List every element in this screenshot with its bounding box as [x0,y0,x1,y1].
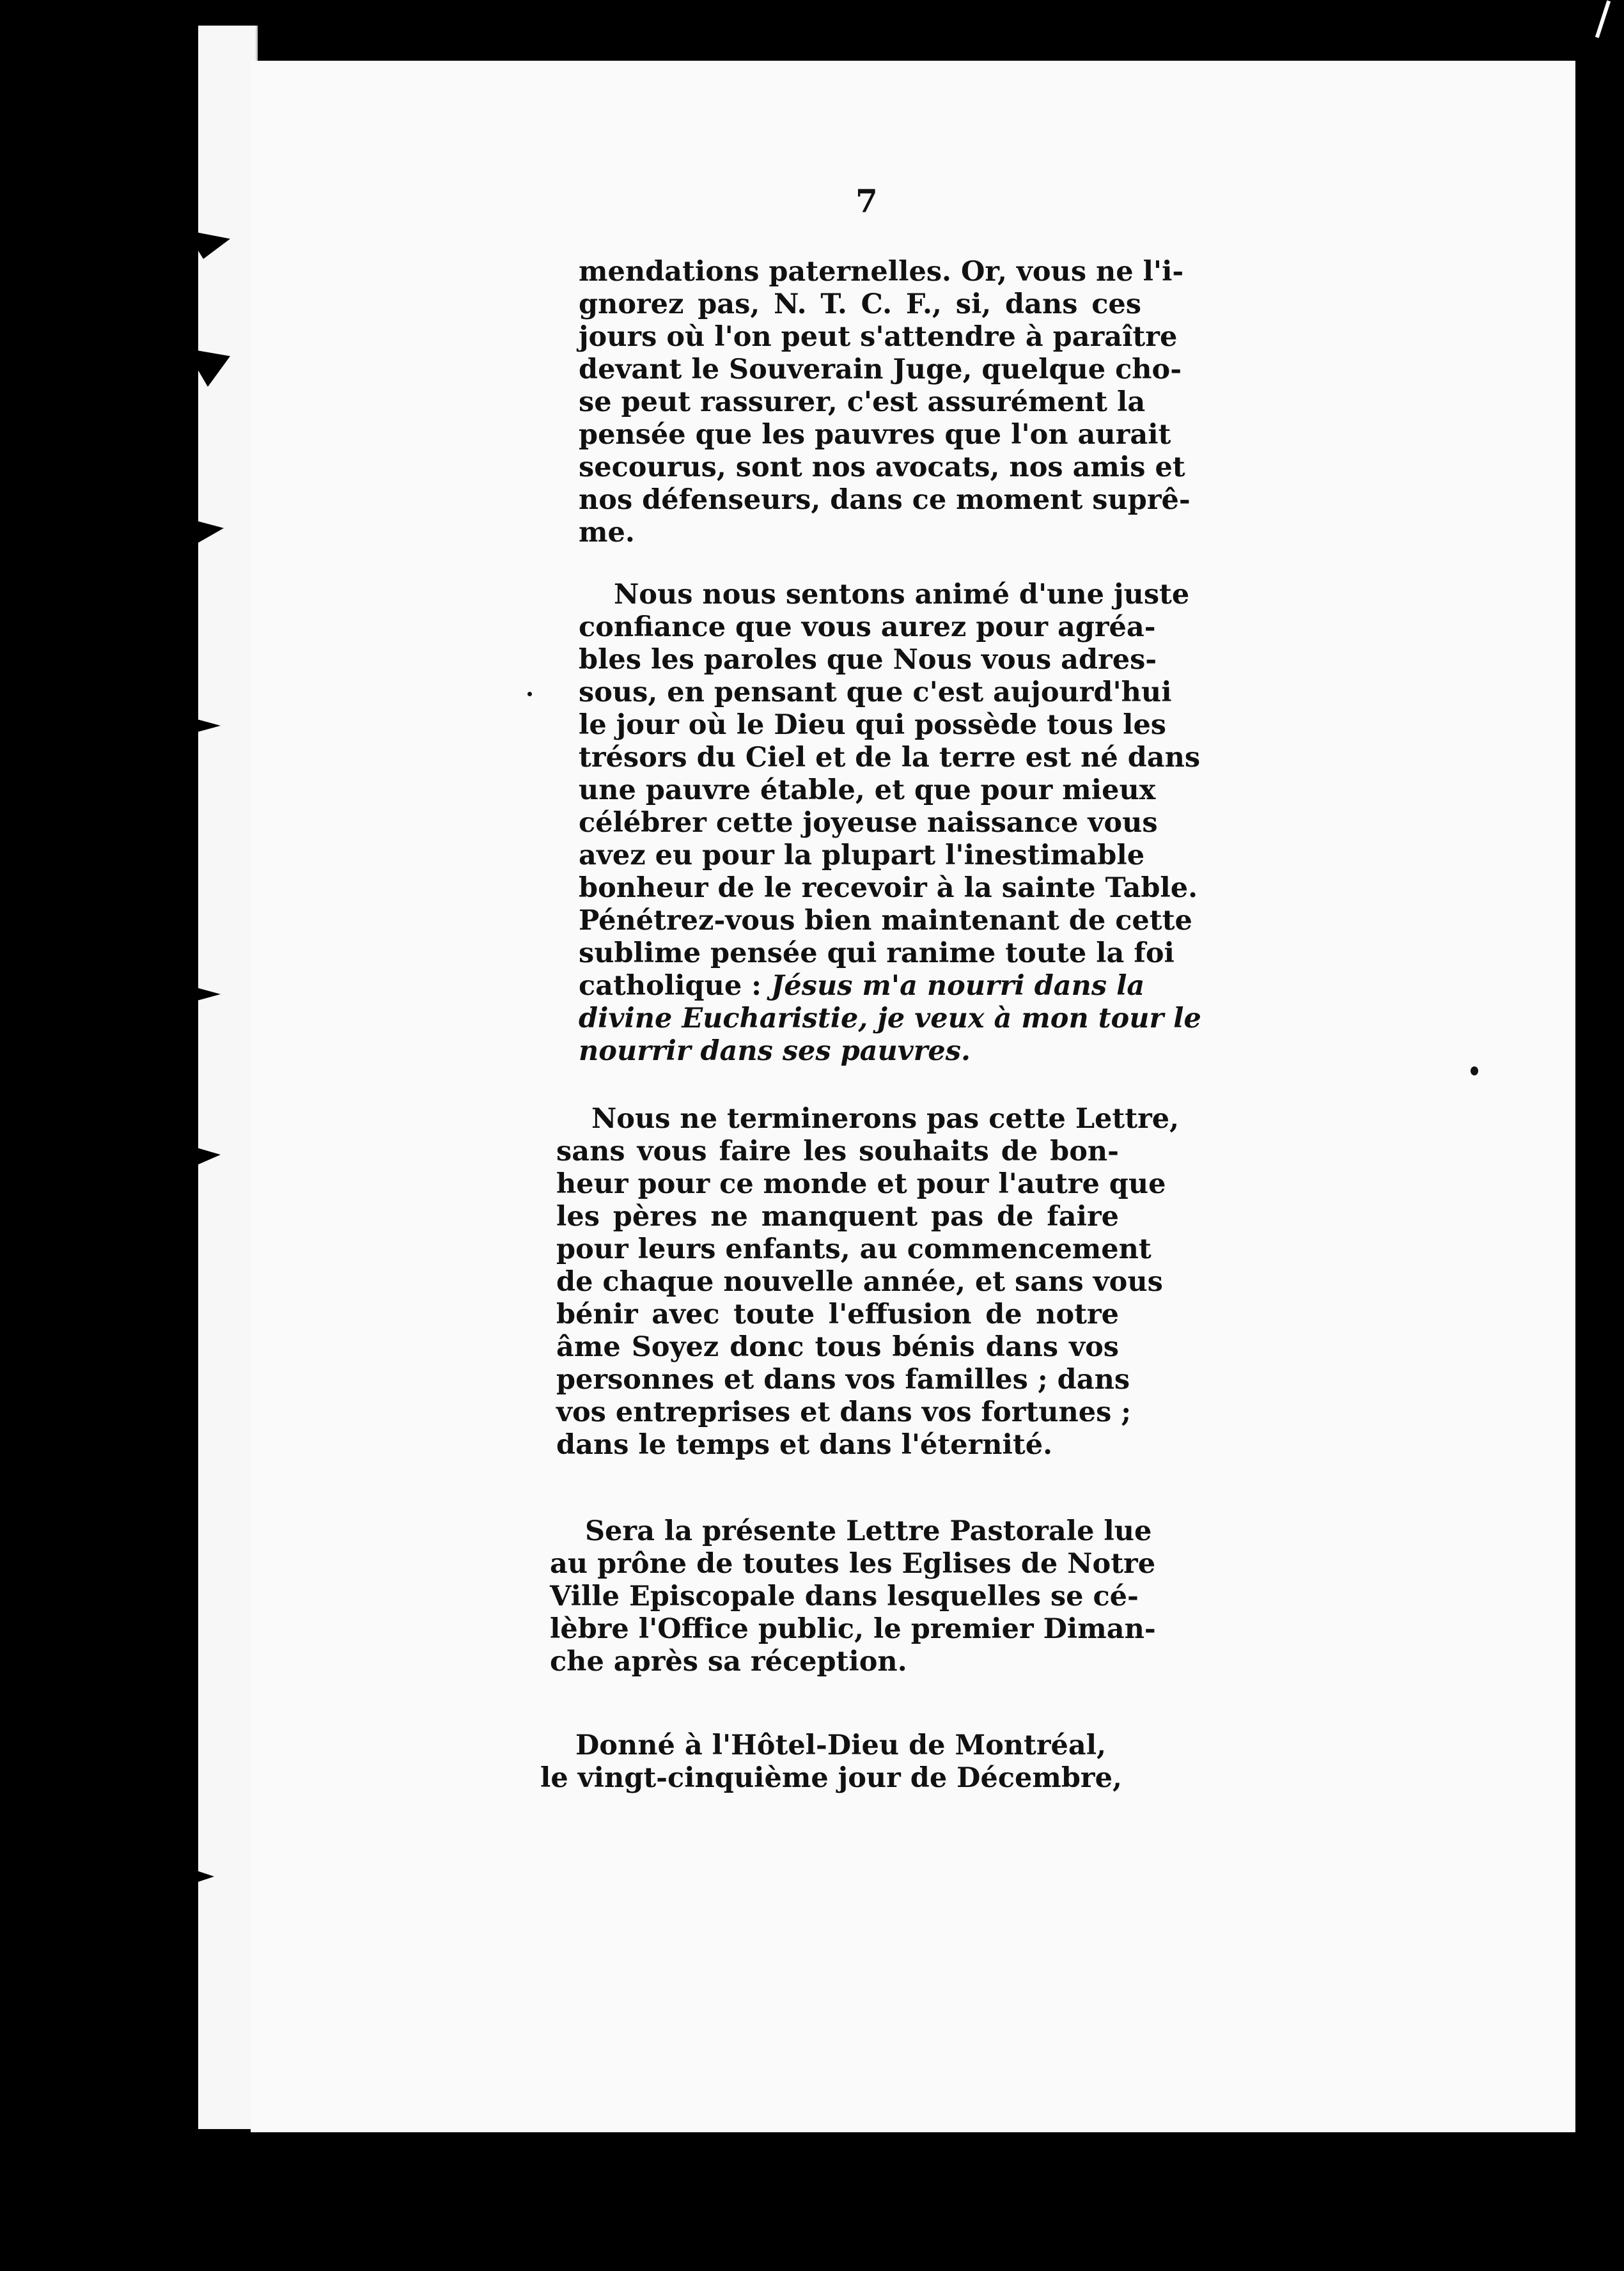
text-line: sous, en pensant que c'est aujourd'hui [579,676,1172,708]
paragraph-5 [540,1729,1122,1795]
italic-quote-line: divine Eucharistie, je veux à mon tour le [579,1003,1201,1034]
left-page-edge [198,26,258,2129]
text-line: Ville Episcopale dans lesquelles se cé- [550,1580,1139,1612]
ink-speck [527,692,532,696]
text-line: me. [579,517,635,549]
italic-quote: Jésus m'a nourri dans la [771,970,1145,1002]
paragraph-2 [579,579,1201,1068]
paragraph-3 [556,1103,1180,1462]
bottom-scan-border [243,2132,1624,2271]
text-line: personnes et dans vos familles ; dans [556,1364,1130,1396]
text-line: vos entreprises et dans vos fortunes ; [556,1396,1132,1428]
tear-mark [185,985,221,1004]
text-line: dans le temps et dans l'éternité. [556,1429,1053,1461]
text-line: devant le Souverain Juge, quelque cho- [579,354,1182,386]
text-line: confiance que vous aurez pour agréa- [579,611,1156,643]
text-line: le vingt-cinquième jour de Décembre, [540,1762,1122,1794]
tear-mark [185,1867,214,1886]
text-line: lèbre l'Office public, le premier Diman- [550,1613,1156,1645]
text-line: âme Soyez donc tous bénis dans vos [556,1331,1119,1363]
text-line: une pauvre étable, et que pour mieux [579,774,1156,806]
tear-mark [185,1144,221,1170]
text-line: pour leurs enfants, au commencement [556,1233,1152,1265]
text-line-mixed [579,970,1145,1003]
italic-quote-line: nourrir dans ses pauvres. [579,1035,971,1067]
text-line: au prône de toutes les Eglises de Notre [550,1548,1156,1580]
text-line: Nous ne terminerons pas cette Lettre, [591,1103,1180,1135]
text-line: jours où l'on peut s'attendre à paraître [579,321,1178,353]
text-line: pensée que les pauvres que l'on aurait [579,419,1171,451]
tear-mark [185,716,221,735]
text-line: trésors du Ciel et de la terre est né dans [579,742,1201,774]
left-binding-edge [0,0,198,2271]
text-line: bonheur de le recevoir à la sainte Table. [579,872,1198,904]
paragraph-4 [550,1515,1156,1678]
text-line: Sera la présente Lettre Pastorale lue [585,1515,1152,1547]
text-line: Nous nous sentons animé d'une juste [614,579,1190,611]
text-line: bénir avec toute l'effusion de notre [556,1299,1119,1331]
text-line: se peut rassurer, c'est assurément la [579,386,1146,418]
text-line: sans vous faire les souhaits de bon- [556,1136,1119,1167]
text-line: heur pour ce monde et pour l'autre que [556,1168,1166,1200]
ink-speck [1471,1066,1478,1075]
text-line: mendations paternelles. Or, vous ne l'i- [579,256,1184,288]
paragraph-1 [579,256,1191,549]
text-fragment: catholique : [579,970,762,1002]
text-line: Pénétrez-vous bien maintenant de cette [579,905,1192,937]
text-line: célébrer cette joyeuse naissance vous [579,807,1158,839]
text-line: bles les paroles que Nous vous adres- [579,644,1157,676]
text-line: de chaque nouvelle année, et sans vous [556,1266,1163,1298]
text-line: Donné à l'Hôtel-Dieu de Montréal, [575,1729,1107,1761]
text-line: che après sa réception. [550,1646,907,1678]
text-line: les pères ne manquent pas de faire [556,1201,1119,1233]
page-number: 7 [855,182,878,220]
text-line: nos défenseurs, dans ce moment suprê- [579,484,1191,516]
text-line: le jour où le Dieu qui possède tous les [579,709,1167,741]
text-line: avez eu pour la plupart l'inestimable [579,839,1145,871]
text-line: sublime pensée qui ranime toute la foi [579,937,1175,969]
text-line: gnorez pas, N. T. C. F., si, dans ces [579,288,1141,320]
text-line: secourus, sont nos avocats, nos amis et [579,451,1185,483]
